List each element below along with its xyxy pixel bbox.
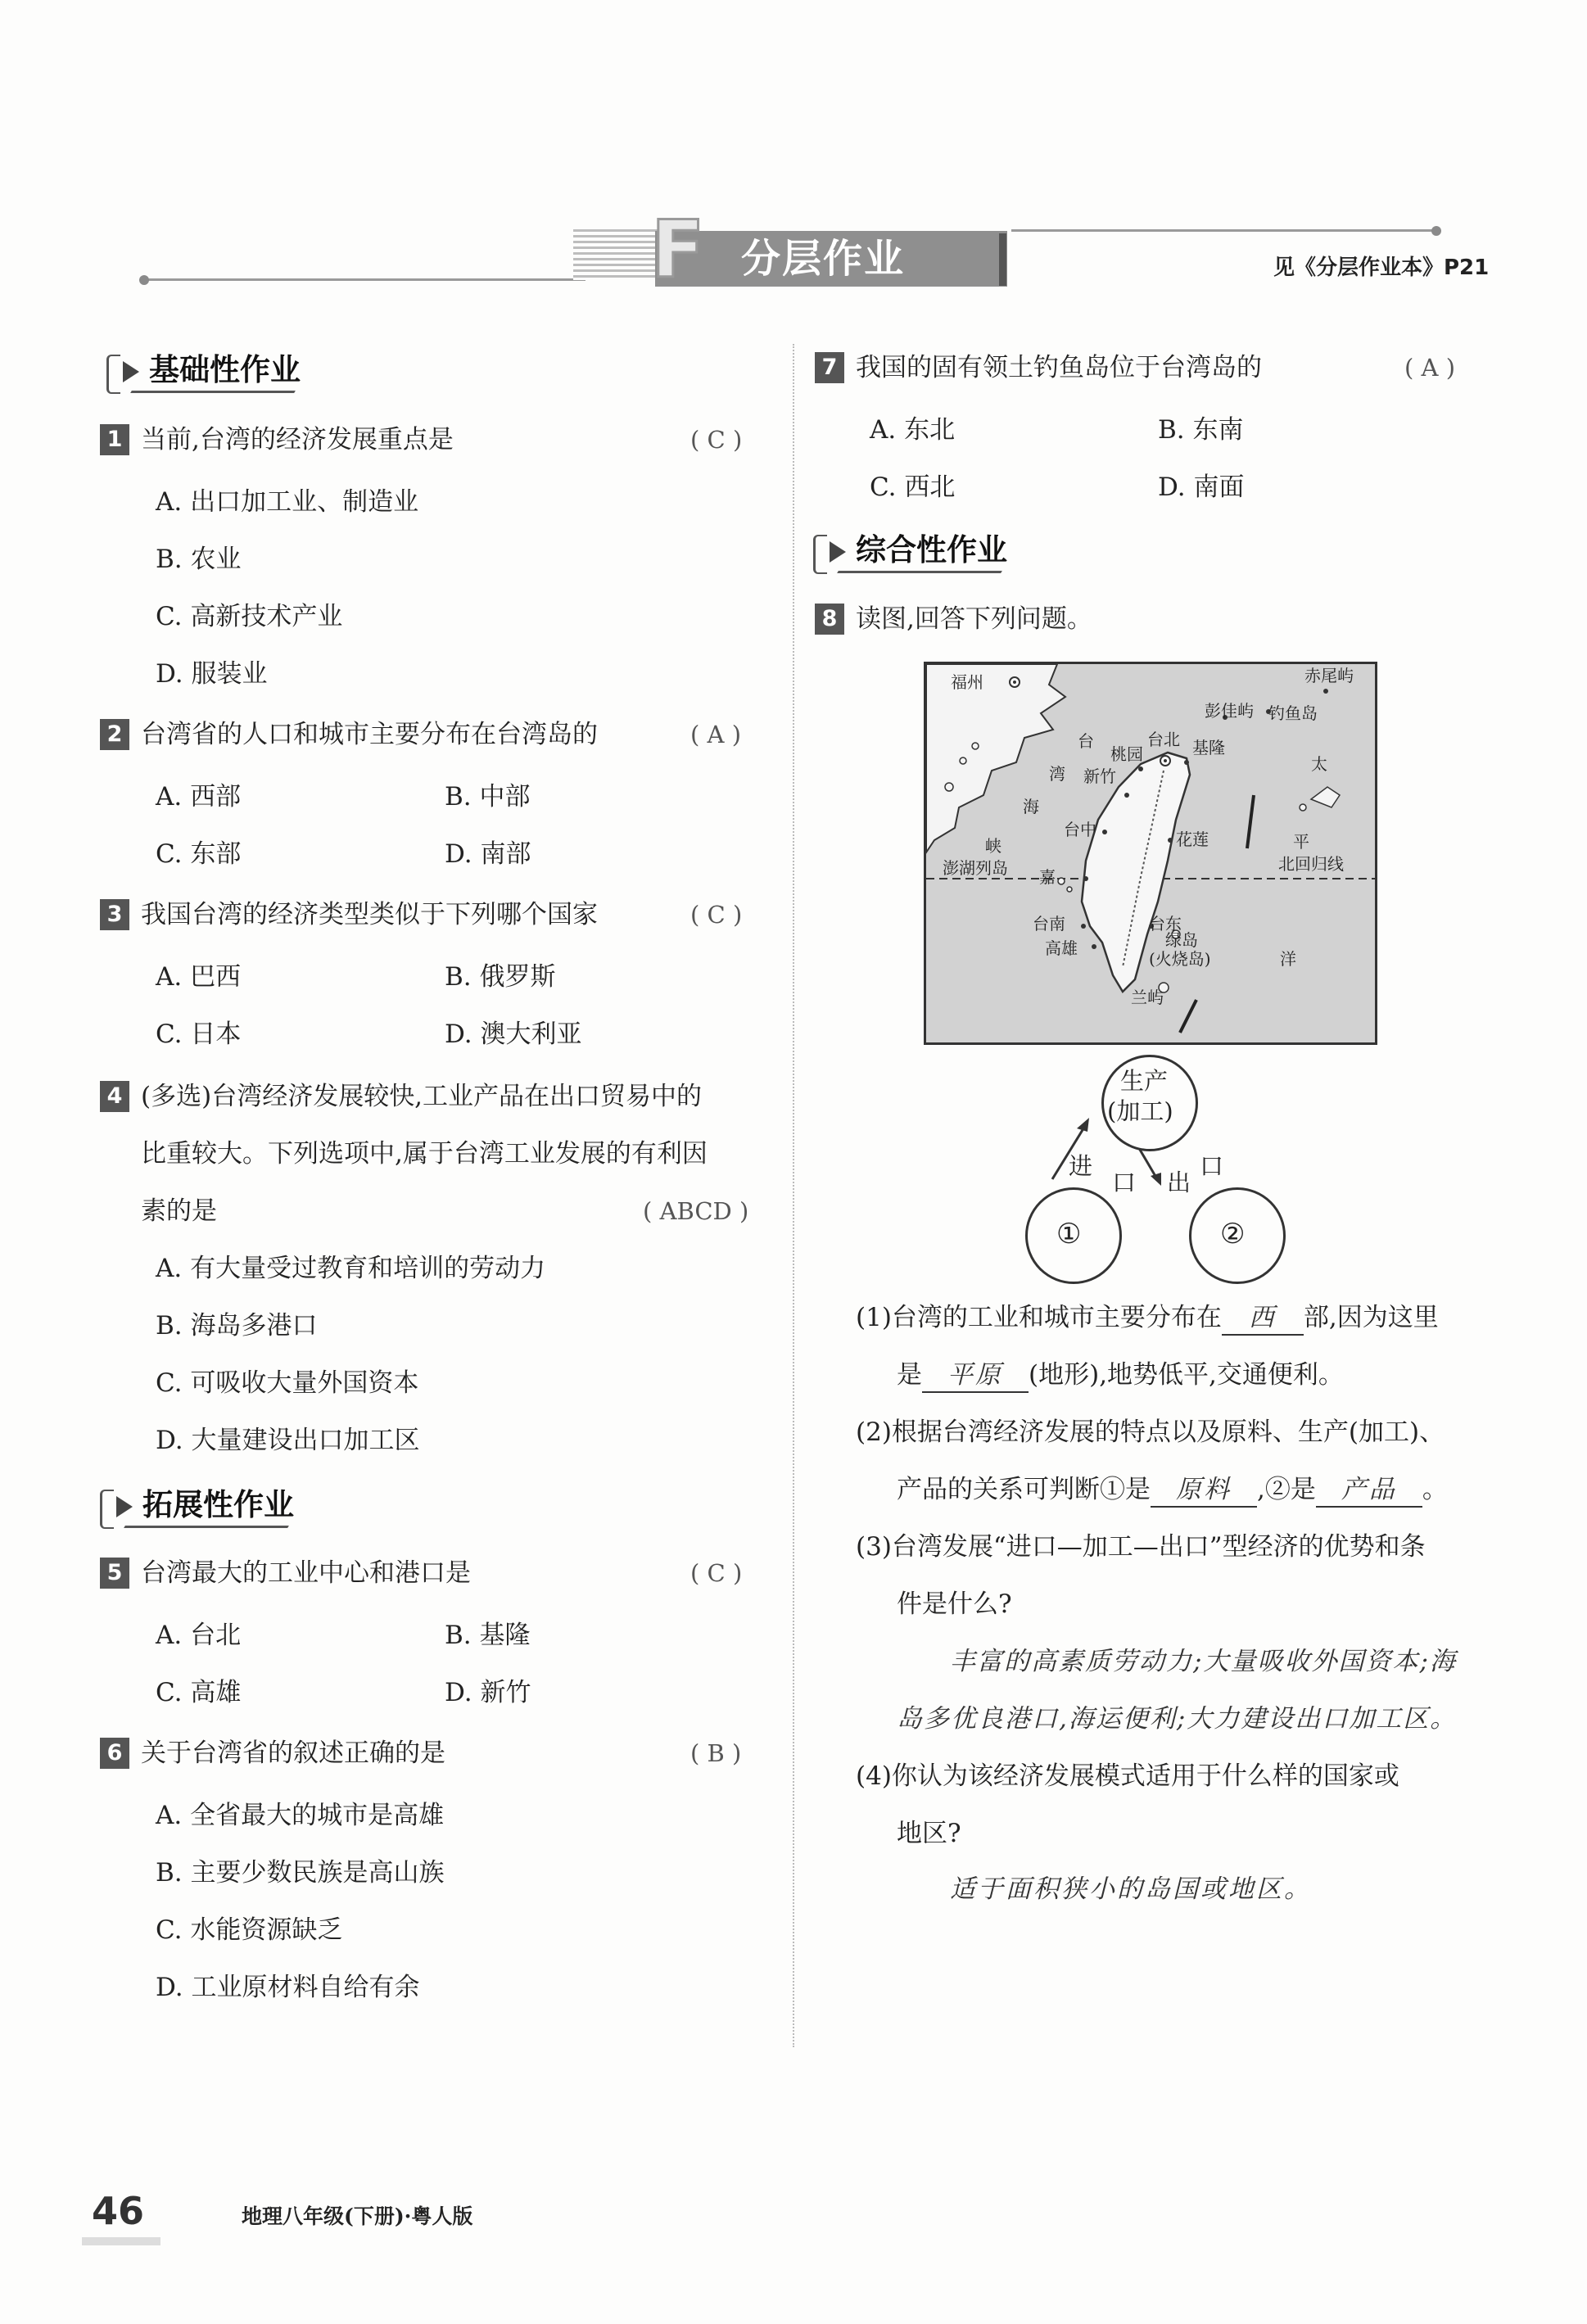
flow-label: ② — [1220, 1218, 1246, 1250]
handwritten-answer: 适于面积狭小的岛国或地区。 — [950, 1874, 1312, 1904]
question-stem: 我国台湾的经济类型类似于下列哪个国家 — [141, 900, 598, 929]
map-label: 台中 — [1064, 820, 1096, 839]
flow-label: 口 — [1200, 1152, 1224, 1180]
map-label: 海 — [1023, 797, 1039, 816]
option: C. 东部 — [156, 839, 242, 869]
flow-label: 口 — [1112, 1169, 1137, 1196]
option: B. 俄罗斯 — [445, 962, 556, 992]
option: D. 南部 — [445, 839, 531, 869]
question-number: 5 — [100, 1558, 129, 1589]
option: A. 西部 — [156, 782, 242, 812]
flow-label: 生产 — [1120, 1067, 1169, 1095]
map-label: 桃园 — [1110, 744, 1143, 764]
flow-label: 进 — [1069, 1152, 1093, 1180]
page-number-bar — [82, 2237, 161, 2245]
option: A. 东北 — [870, 415, 956, 445]
flow-label: (加工) — [1107, 1097, 1173, 1125]
mainland-coast — [926, 664, 1065, 852]
map-label: 新竹 — [1083, 766, 1116, 786]
page-title: 分层作业 — [741, 236, 906, 282]
option: A. 巴西 — [156, 962, 242, 992]
option: D. 工业原材料自给有余 — [156, 1973, 420, 2002]
section-extended: 拓展性作业 — [100, 1485, 346, 1529]
page-number: 46 — [92, 2189, 145, 2233]
answer-blank: 原料 — [1151, 1473, 1257, 1508]
header-reference: 见《分层作业本》P21 — [1273, 255, 1490, 280]
map-label: 高雄 — [1045, 938, 1078, 958]
option: D. 新竹 — [445, 1678, 531, 1707]
option: C. 日本 — [156, 1020, 242, 1049]
question-answer: ( C ) — [690, 901, 743, 929]
map-label: 北回归线 — [1278, 854, 1344, 874]
flow-label: 出 — [1167, 1169, 1191, 1196]
question-number: 8 — [815, 604, 844, 635]
map-label: 太 — [1311, 754, 1327, 774]
sub-question-3: (3)台湾发展“进口—加工—出口”型经济的优势和条 — [856, 1532, 1426, 1562]
question-number: 3 — [100, 899, 129, 930]
question-answer: ( ABCD ) — [643, 1197, 749, 1225]
header-bar — [999, 233, 1006, 286]
answer-blank: 西 — [1222, 1301, 1304, 1336]
question-stem: 台湾省的人口和城市主要分布在台湾岛的 — [141, 720, 598, 749]
sub-question-3-cont: 件是什么? — [897, 1589, 1012, 1619]
map-label: 峡 — [985, 836, 1001, 856]
map-label: 嘉 — [1039, 867, 1056, 887]
map-label: 台东 — [1149, 914, 1182, 934]
question-answer: ( A ) — [1404, 354, 1456, 382]
option: B. 主要少数民族是高山族 — [156, 1858, 445, 1888]
question-number: 6 — [100, 1738, 129, 1769]
map-label: 台南 — [1033, 914, 1065, 934]
header-logo-letter: F — [651, 204, 705, 296]
option: D. 澳大利亚 — [445, 1020, 582, 1049]
map-label: 赤尾屿 — [1304, 666, 1354, 685]
option: B. 东南 — [1158, 415, 1244, 445]
arrow-icon — [830, 541, 846, 563]
sub-question-1: (1)台湾的工业和城市主要分布在 西 部,因为这里 — [856, 1301, 1439, 1336]
question-stem: 当前,台湾的经济发展重点是 — [141, 425, 454, 454]
question-answer: ( C ) — [690, 426, 743, 454]
sub-question-2-cont: 产品的关系可判断①是 原料 ,②是 产品 。 — [897, 1473, 1448, 1508]
book-title: 地理八年级(下册)·粤人版 — [242, 2204, 473, 2228]
option: C. 水能资源缺乏 — [156, 1915, 343, 1945]
map-label: 绿岛 — [1165, 930, 1198, 950]
option: C. 可吸收大量外国资本 — [156, 1368, 419, 1398]
flow-label: ① — [1056, 1218, 1082, 1250]
option: B. 基隆 — [445, 1621, 531, 1650]
option: B. 农业 — [156, 545, 242, 574]
question-stem: 我国的固有领土钓鱼岛位于台湾岛的 — [856, 353, 1262, 382]
map-label: 彭佳屿 — [1205, 701, 1254, 721]
sub-question-4: (4)你认为该经济发展模式适用于什么样的国家或 — [856, 1761, 1399, 1791]
option: B. 中部 — [445, 782, 531, 812]
question-stem: 读图,回答下列问题。 — [856, 604, 1092, 634]
taiwan-map — [924, 662, 1377, 1045]
option: A. 有大量受过教育和培训的劳动力 — [156, 1254, 546, 1283]
section-basic: 基础性作业 — [106, 350, 352, 394]
question-stem-line: (多选)台湾经济发展较快,工业产品在出口贸易中的 — [141, 1082, 703, 1111]
map-label: 花莲 — [1176, 830, 1209, 849]
question-number: 2 — [100, 719, 129, 750]
map-label: 洋 — [1280, 949, 1296, 969]
option: C. 高雄 — [156, 1678, 242, 1707]
map-label: 平 — [1293, 832, 1309, 852]
question-number: 7 — [815, 352, 844, 383]
map-label: 台 — [1078, 731, 1094, 751]
option: D. 大量建设出口加工区 — [156, 1426, 420, 1455]
map-label: 澎湖列岛 — [943, 858, 1008, 878]
header-stripes — [573, 229, 663, 280]
header-rule-dot — [1431, 226, 1441, 236]
handwritten-answer: 丰富的高素质劳动力;大量吸收外国资本;海 — [950, 1647, 1457, 1676]
arrow-icon — [123, 361, 139, 382]
sub-question-2: (2)根据台湾经济发展的特点以及原料、生产(加工)、 — [856, 1417, 1445, 1447]
option: D. 服装业 — [156, 659, 268, 689]
option: C. 高新技术产业 — [156, 602, 343, 631]
option: B. 海岛多港口 — [156, 1311, 318, 1341]
column-divider — [793, 344, 794, 2047]
header-rule-left — [143, 278, 586, 281]
map-label: (火烧岛) — [1149, 949, 1211, 969]
question-number: 4 — [100, 1081, 129, 1112]
option: C. 西北 — [870, 472, 956, 502]
question-stem-line: 素的是 — [141, 1196, 217, 1226]
handwritten-answer: 岛多优良港口,海运便利;大力建设出口加工区。 — [897, 1704, 1458, 1734]
question-answer: ( C ) — [690, 1559, 743, 1587]
map-label: 兰屿 — [1131, 988, 1164, 1007]
option: A. 台北 — [156, 1621, 242, 1650]
question-answer: ( A ) — [690, 721, 742, 748]
map-label: 台北 — [1147, 730, 1180, 749]
sub-question-4-cont: 地区? — [897, 1819, 961, 1848]
arrow-icon — [116, 1496, 133, 1517]
option: D. 南面 — [1158, 472, 1245, 502]
question-stem-line: 比重较大。下列选项中,属于台湾工业发展的有利因 — [141, 1139, 708, 1169]
header-rule-right — [1011, 229, 1437, 232]
option: A. 全省最大的城市是高雄 — [156, 1801, 445, 1830]
question-stem: 关于台湾省的叙述正确的是 — [141, 1738, 445, 1768]
question-answer: ( B ) — [690, 1739, 742, 1767]
answer-blank: 产品 — [1316, 1473, 1422, 1508]
map-label: 湾 — [1049, 764, 1065, 784]
question-stem: 台湾最大的工业中心和港口是 — [141, 1558, 471, 1588]
map-label: 基隆 — [1192, 738, 1225, 757]
section-comprehensive: 综合性作业 — [813, 530, 1059, 574]
header-rule-dot — [139, 275, 149, 285]
option: A. 出口加工业、制造业 — [156, 487, 419, 517]
sub-question-1-cont: 是 平原 (地形),地势低平,交通便利。 — [897, 1359, 1344, 1393]
answer-blank: 平原 — [922, 1359, 1029, 1393]
map-label: 福州 — [951, 672, 983, 692]
question-number: 1 — [100, 424, 129, 455]
map-label: 钓鱼岛 — [1268, 703, 1318, 723]
